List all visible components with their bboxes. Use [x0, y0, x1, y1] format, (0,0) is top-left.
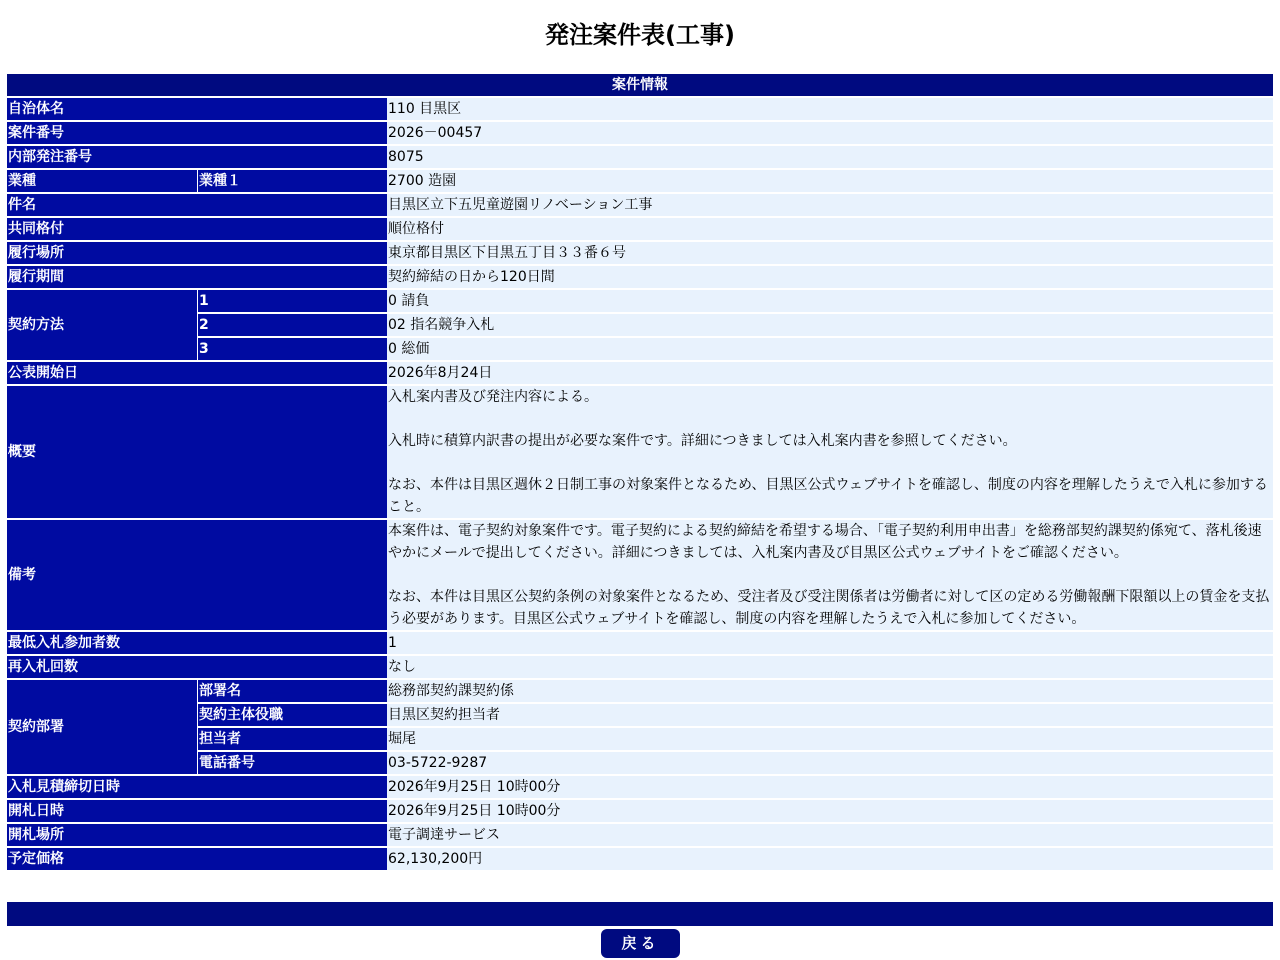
- row-label: 契約部署: [7, 680, 197, 776]
- table-row: [7, 290, 1273, 314]
- row-value: 堀尾: [387, 728, 1273, 752]
- table-row: [7, 632, 1273, 656]
- row-value: 0 請負: [387, 290, 1273, 314]
- table-row: [7, 362, 1273, 386]
- row-value: 電子調達サービス: [387, 824, 1273, 848]
- table-row: [7, 728, 1273, 752]
- row-label: 内部発注番号: [7, 146, 387, 170]
- table-row: [7, 800, 1273, 824]
- row-sub-label: 1: [197, 290, 387, 314]
- summary-value: [387, 386, 1273, 520]
- table-row: [7, 704, 1273, 728]
- case-info-table: [7, 74, 1273, 872]
- row-sub-label: 担当者: [197, 728, 387, 752]
- table-row: [7, 146, 1273, 170]
- row-label: 開札日時: [7, 800, 387, 824]
- table-row: [7, 338, 1273, 362]
- footer-bar: [7, 902, 1273, 926]
- table-row: [7, 386, 1273, 520]
- section-header: 案件情報: [7, 74, 1273, 98]
- summary-paragraph: なお、本件は目黒区週休２日制工事の対象案件となるため、目黒区公式ウェブサイトを確認し、制度の内容を理解したうえで入札に参加すること。: [388, 477, 1268, 515]
- row-value: 8075: [387, 146, 1273, 170]
- table-row: [7, 520, 1273, 632]
- page-title: 発注案件表(工事): [545, 21, 735, 49]
- table-row: [7, 242, 1273, 266]
- row-value: 2700 造園: [387, 170, 1273, 194]
- table-row: [7, 98, 1273, 122]
- row-value: 1: [387, 632, 1273, 656]
- remarks-paragraph: なお、本件は目黒区公契約条例の対象案件となるため、受注者及び受注関係者は労働者に対して区の定める労働報酬下限額以上の賃金を支払う必要があります。目黒区公式ウェブサイトを確認し、制度の内容を理解したうえで入札に参加してください。: [388, 589, 1270, 627]
- row-label: 入札見積締切日時: [7, 776, 387, 800]
- table-row: [7, 266, 1273, 290]
- row-value: 順位格付: [387, 218, 1273, 242]
- table-row: [7, 194, 1273, 218]
- row-value: 2026年8月24日: [387, 362, 1273, 386]
- table-row: [7, 848, 1273, 872]
- row-value: なし: [387, 656, 1273, 680]
- row-label: 最低入札参加者数: [7, 632, 387, 656]
- row-value: 2026年9月25日 10時00分: [387, 776, 1273, 800]
- summary-paragraph: 入札時に積算内訳書の提出が必要な案件です。詳細につきましては入札案内書を参照してください。: [388, 433, 1017, 449]
- row-label: 案件番号: [7, 122, 387, 146]
- row-label: 契約方法: [7, 290, 197, 362]
- back-button[interactable]: 戻る: [601, 929, 680, 958]
- row-label: 予定価格: [7, 848, 387, 872]
- row-value: 総務部契約課契約係: [387, 680, 1273, 704]
- row-label: 開札場所: [7, 824, 387, 848]
- row-sub-label: 業種１: [197, 170, 387, 194]
- row-value: 110 目黒区: [387, 98, 1273, 122]
- table-row: [7, 752, 1273, 776]
- row-value: 2026－00457: [387, 122, 1273, 146]
- row-label: 概要: [7, 386, 387, 520]
- table-row: [7, 824, 1273, 848]
- table-row: [7, 122, 1273, 146]
- remarks-value: [387, 520, 1273, 632]
- row-label: 自治体名: [7, 98, 387, 122]
- summary-paragraph: 入札案内書及び発注内容による。: [388, 389, 598, 405]
- table-row: [7, 218, 1273, 242]
- row-sub-label: 契約主体役職: [197, 704, 387, 728]
- row-label: 業種: [7, 170, 197, 194]
- table-row: [7, 656, 1273, 680]
- remarks-paragraph: 本案件は、電子契約対象案件です。電子契約による契約締結を希望する場合、「電子契約利用申出書」を総務部契約課契約係宛て、落札後速やかにメールで提出してください。詳細につきましては、入札案内書及び目黒区公式ウェブサイトをご確認ください。: [388, 523, 1262, 561]
- row-value: 02 指名競争入札: [387, 314, 1273, 338]
- row-value: 03-5722-9287: [387, 752, 1273, 776]
- table-row: [7, 680, 1273, 704]
- row-value: 2026年9月25日 10時00分: [387, 800, 1273, 824]
- row-label: 履行場所: [7, 242, 387, 266]
- row-label: 再入札回数: [7, 656, 387, 680]
- row-sub-label: 部署名: [197, 680, 387, 704]
- row-label: 履行期間: [7, 266, 387, 290]
- row-sub-label: 3: [197, 338, 387, 362]
- row-value: 契約締結の日から120日間: [387, 266, 1273, 290]
- table-row: [7, 314, 1273, 338]
- row-value: 0 総価: [387, 338, 1273, 362]
- row-sub-label: 電話番号: [197, 752, 387, 776]
- table-row: [7, 776, 1273, 800]
- row-label: 備考: [7, 520, 387, 632]
- row-value: 目黒区契約担当者: [387, 704, 1273, 728]
- row-sub-label: 2: [197, 314, 387, 338]
- row-value: 東京都目黒区下目黒五丁目３３番６号: [387, 242, 1273, 266]
- row-label: 共同格付: [7, 218, 387, 242]
- row-label: 公表開始日: [7, 362, 387, 386]
- row-label: 件名: [7, 194, 387, 218]
- section-header-row: [7, 74, 1273, 98]
- row-value: 目黒区立下五児童遊園リノベーション工事: [387, 194, 1273, 218]
- row-value: 62,130,200円: [387, 848, 1273, 872]
- table-row: [7, 170, 1273, 194]
